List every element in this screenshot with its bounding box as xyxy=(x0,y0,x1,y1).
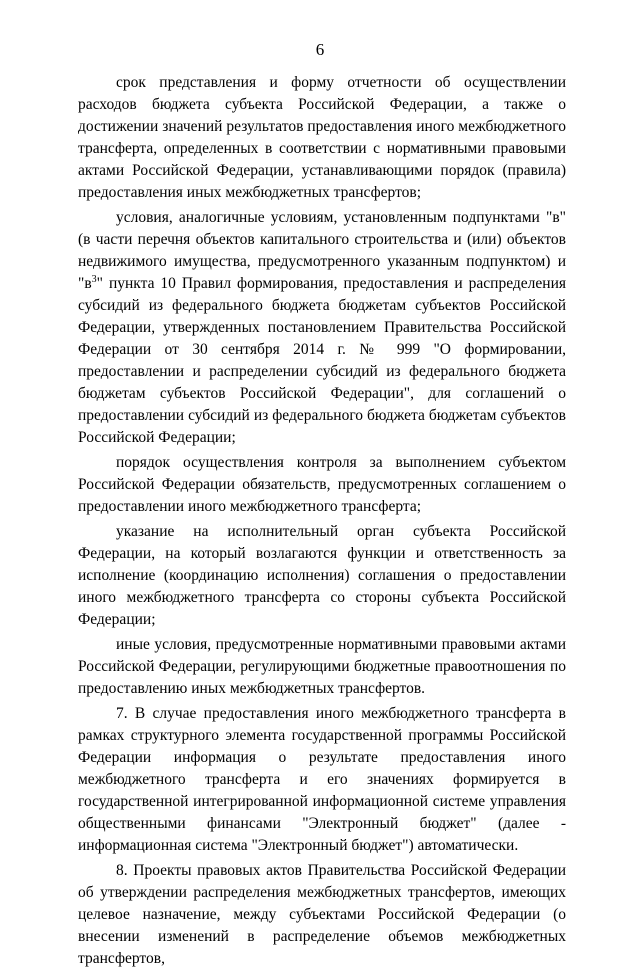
paragraph-item-8: 8. Проекты правовых актов Правительства Российской Федерации об утверждении распределения межбюджетных трансфертов, имеющих целевое назначение, между субъектами Российской Федерации (о внесении изменений в распределение объемов межбюджетных трансфертов, xyxy=(78,862,566,967)
paragraph-other-conditions: иные условия, предусмотренные нормативными правовыми актами Российской Федерации, регулирующими бюджетные правоотношения по предоставлению иных межбюджетных трансфертов. xyxy=(78,636,566,697)
paragraph-reporting-deadline: срок представления и форму отчетности об осуществлении расходов бюджета субъекта Российской Федерации, а также о достижении значений результатов предоставления иного межбюджетного трансферта, определенных в соответствии с нормативными правовыми актами Российской Федерации, устанавливающими порядок (правила) предоставления иных межбюджетных трансфертов; xyxy=(78,74,566,201)
paragraph-conditions-text-start: условия, аналогичные условиям, установленным подпунктами "в" (в части перечня объектов капитального строительства и (или) объектов недвижимого имущества, предусмотренного указанным подпунктом) и "в xyxy=(78,209,566,292)
paragraph-item-7: 7. В случае предоставления иного межбюджетного трансферта в рамках структурного элемента государственной программы Российской Федерации информация о результате предоставления иного межбюджетного трансферта и его значениях формируется в государственной интегрированной информационной системе управления общественными финансами "Электронный бюджет" (далее - информационная система "Электронный бюджет") автоматически. xyxy=(78,705,566,854)
page-number: 6 xyxy=(315,40,325,59)
superscript-3: 3 xyxy=(91,273,97,285)
paragraph-control-procedure: порядок осуществления контроля за выполнением субъектом Российской Федерации обязательств, предусмотренных соглашением о предоставлении иного межбюджетного трансферта; xyxy=(78,454,566,515)
paragraph-conditions-text-end: " пункта 10 Правил формирования, предоставления и распределения субсидий из федерального бюджета бюджетам субъектов Российской Федерации, утвержденных постановлением Правительства Российской Федерации от 30 сентября 2014 г. № 999 "О формировании, предоставлении и распределении субсидий из федерального бюджета бюджетам субъектов Российской Федерации", для соглашений о предоставлении субсидий из федерального бюджета бюджетам субъектов Российской Федерации; xyxy=(78,275,566,446)
paragraph-conditions xyxy=(78,207,566,449)
document-body xyxy=(78,72,566,970)
paragraph-executive-body: указание на исполнительный орган субъекта Российской Федерации, на который возлагаются функции и ответственность за исполнение (координацию исполнения) соглашения о предоставлении иного межбюджетного трансферта со стороны субъекта Российской Федерации; xyxy=(78,523,566,628)
